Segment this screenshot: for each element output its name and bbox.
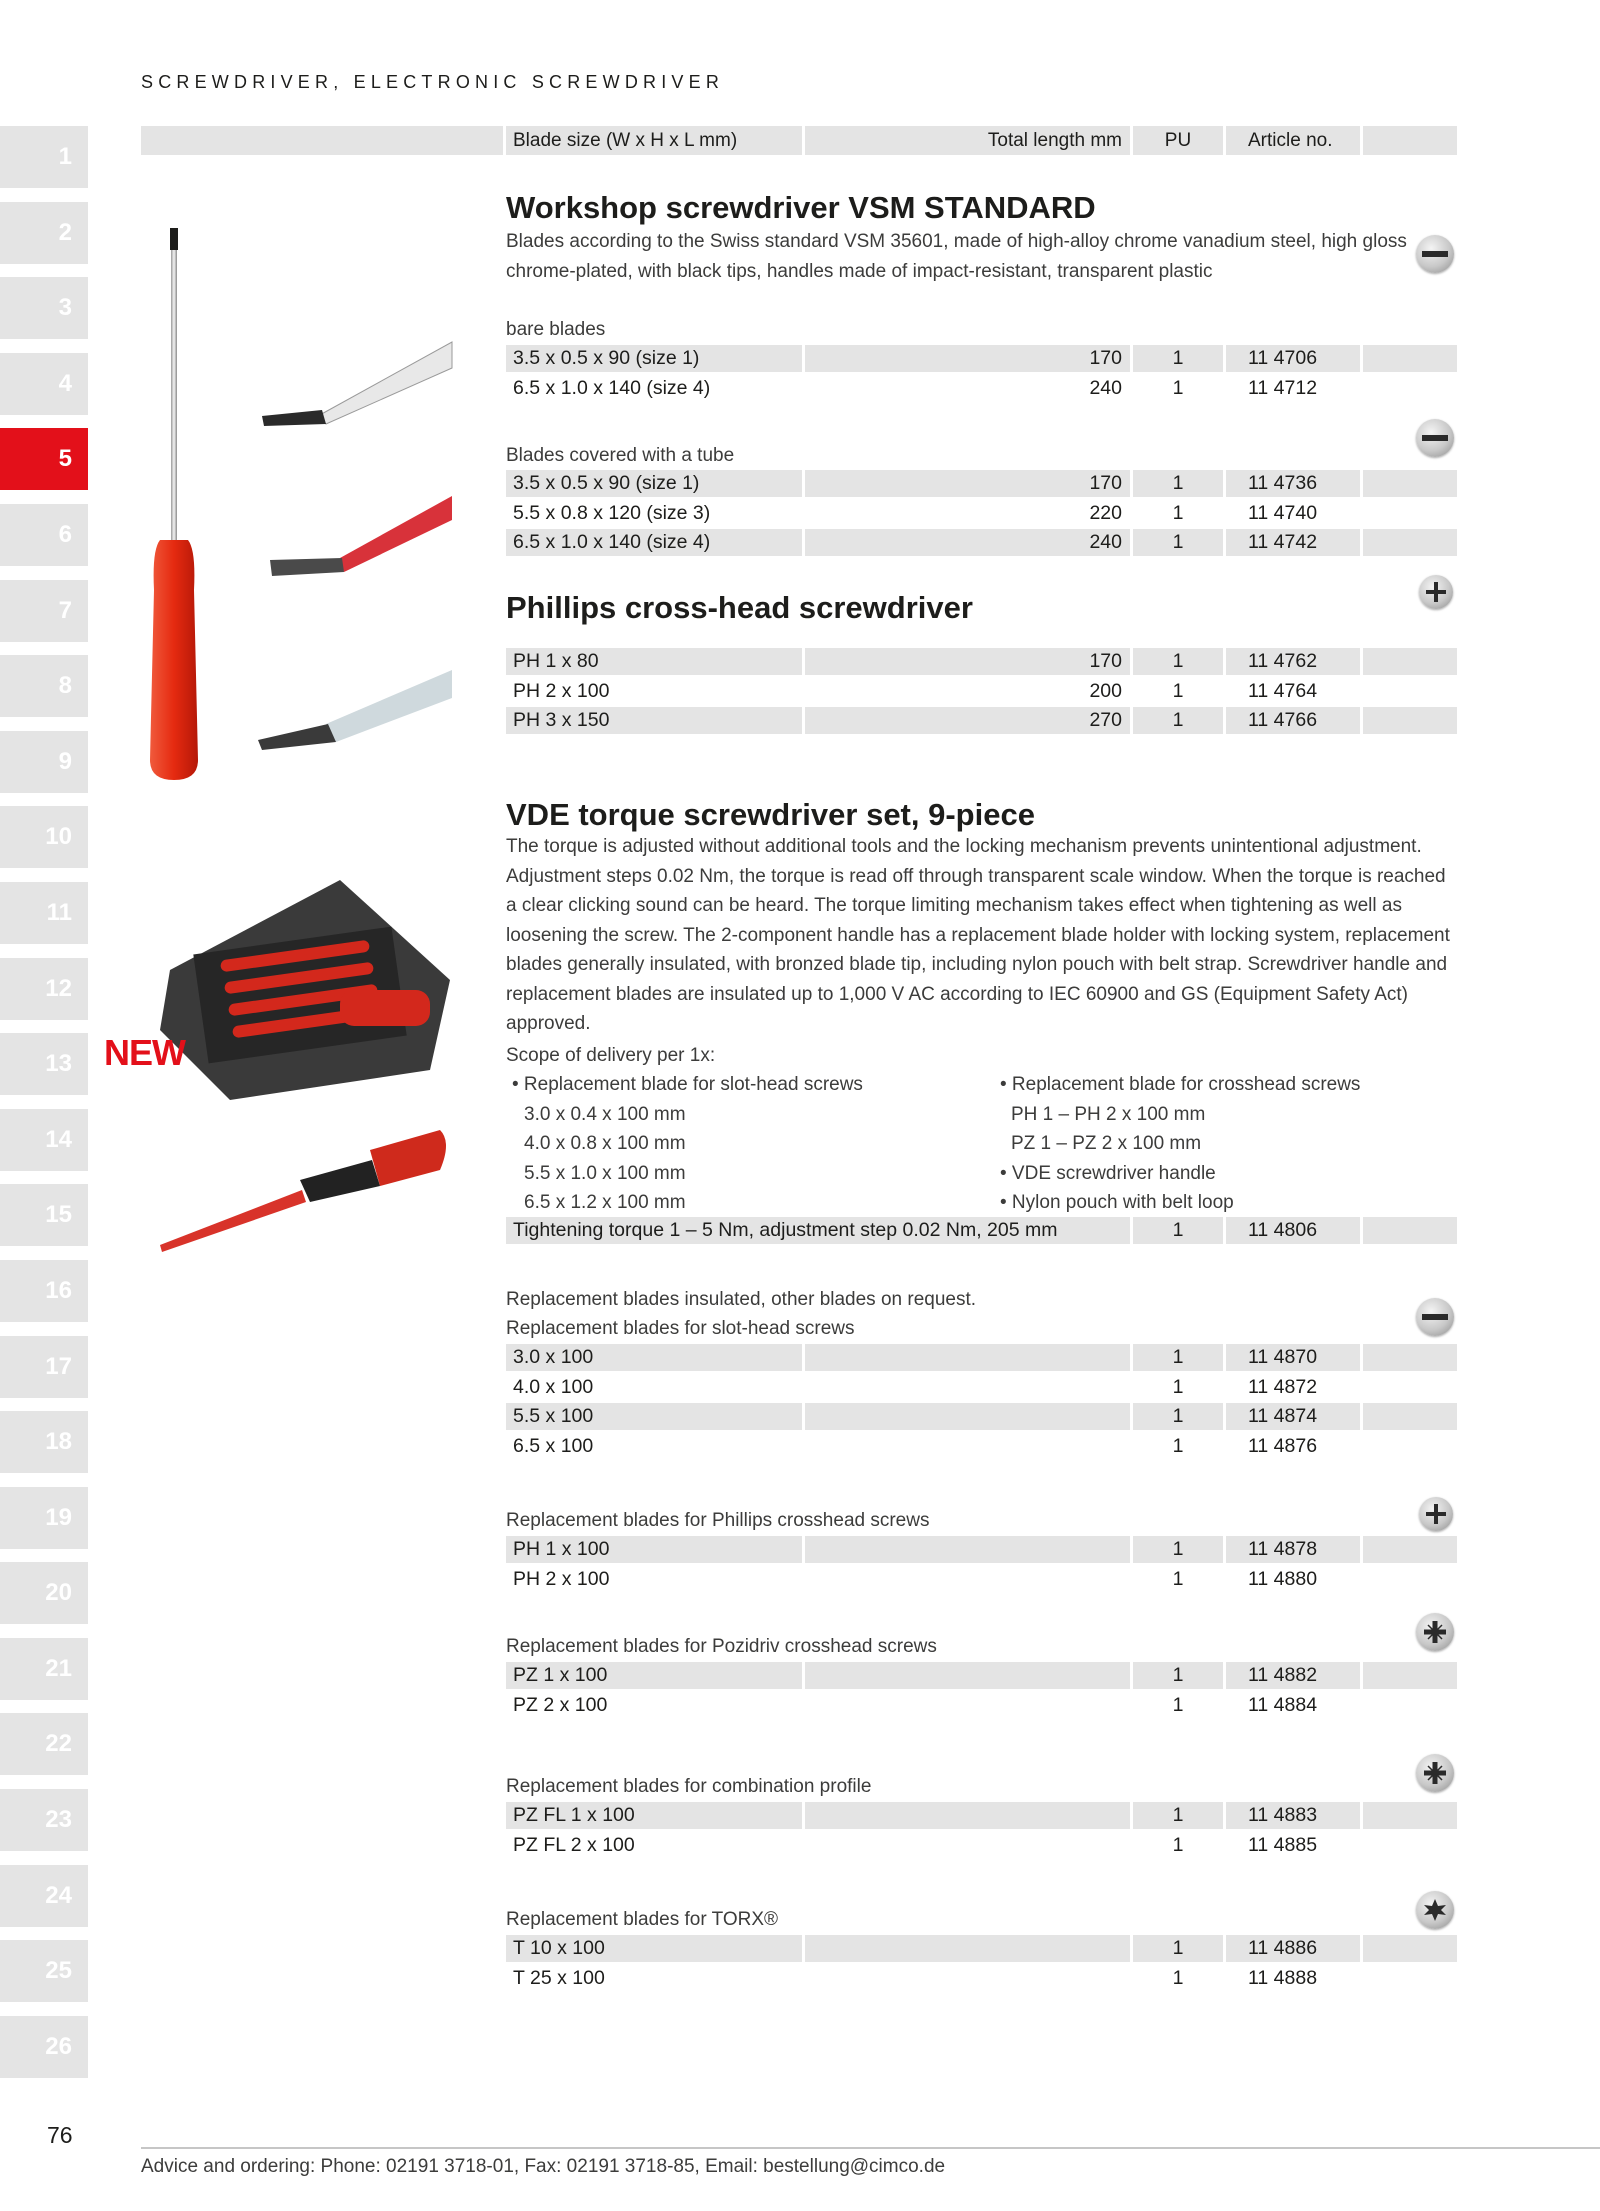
empty-cell	[805, 1374, 1130, 1401]
chapter-tab-21[interactable]: 21	[0, 1638, 88, 1700]
row-end-cell	[1363, 1935, 1457, 1962]
blade-size-cell: PZ 1 x 100	[506, 1662, 802, 1689]
row-end-cell	[1363, 1802, 1457, 1829]
replacement-torx-label: Replacement blades for TORX®	[506, 1909, 779, 1930]
vde-set-article: 11 4806	[1226, 1217, 1360, 1244]
total-length-cell: 220	[1089, 501, 1122, 524]
vsm-description: Blades according to the Swiss standard VSM 35601, made of high-alloy chrome vanadium steel, high gloss chrome-plated, with black tips, handles made of impact-resistant, transparent plastic	[506, 231, 1407, 282]
pu-cell: 1	[1133, 1662, 1223, 1689]
replacement-note: Replacement blades insulated, other blades on request.	[506, 1289, 977, 1310]
chapter-tab-25[interactable]: 25	[0, 1940, 88, 2002]
column-header-spacer	[141, 126, 503, 155]
phillips-screw-icon	[1419, 1497, 1453, 1531]
chapter-tab-11[interactable]: 11	[0, 882, 88, 944]
article-number-cell: 11 4884	[1248, 1693, 1318, 1716]
empty-cell	[805, 1832, 1130, 1859]
blade-size-cell: 3.5 x 0.5 x 90 (size 1)	[506, 470, 802, 497]
blade-size-cell: 3.0 x 100	[506, 1344, 802, 1371]
table-row	[506, 500, 1457, 527]
chapter-tab-7[interactable]: 7	[0, 580, 88, 642]
page-header-title: SCREWDRIVER, ELECTRONIC SCREWDRIVER	[141, 72, 725, 92]
total-length-cell: 200	[1089, 679, 1122, 702]
article-number-cell: 11 4880	[1248, 1567, 1318, 1590]
chapter-tab-12[interactable]: 12	[0, 958, 88, 1020]
slot-screw-icon	[1416, 235, 1454, 273]
torx-screw-icon	[1416, 1891, 1454, 1929]
chapter-tab-2[interactable]: 2	[0, 202, 88, 264]
chapter-tab-6[interactable]: 6	[0, 504, 88, 566]
row-end-cell	[1363, 1662, 1457, 1689]
pu-cell: 1	[1133, 1536, 1223, 1563]
article-number-cell: 11 4874	[1226, 1403, 1360, 1430]
chapter-tabs	[0, 126, 88, 2091]
pu-cell: 1	[1172, 1375, 1184, 1398]
row-end-cell	[1363, 707, 1457, 734]
empty-cell	[805, 1802, 1130, 1829]
empty-cell	[805, 1403, 1130, 1430]
blade-size-cell: PH 1 x 80	[506, 648, 802, 675]
row-end-cell	[1363, 1217, 1457, 1244]
row-end-cell	[1363, 529, 1457, 556]
page-number: 76	[47, 2122, 73, 2148]
chapter-tab-4[interactable]: 4	[0, 353, 88, 415]
combination-screw-icon	[1416, 1754, 1454, 1792]
pu-cell: 1	[1172, 679, 1184, 702]
blade-size-cell: PH 2 x 100	[513, 1567, 610, 1590]
table-row	[506, 1566, 1457, 1593]
table-row	[506, 1832, 1457, 1859]
row-end-cell	[1363, 470, 1457, 497]
row-end-cell	[1363, 1433, 1457, 1460]
table-row	[506, 678, 1457, 705]
chapter-tab-8[interactable]: 8	[0, 655, 88, 717]
chapter-tab-9[interactable]: 9	[0, 731, 88, 793]
article-number-cell: 11 4882	[1226, 1662, 1360, 1689]
scope-item: 4.0 x 0.8 x 100 mm	[524, 1133, 686, 1154]
row-end-cell	[1363, 678, 1457, 705]
replacement-combination-label: Replacement blades for combination profile	[506, 1776, 872, 1797]
pu-cell: 1	[1172, 1434, 1184, 1457]
pu-cell: 1	[1133, 648, 1223, 675]
column-header-row	[141, 126, 1457, 155]
slot-screw-icon	[1416, 1298, 1454, 1336]
pu-cell: 1	[1172, 501, 1184, 524]
pu-cell: 1	[1133, 529, 1223, 556]
article-number-cell: 11 4872	[1248, 1375, 1318, 1398]
column-header-pu: PU	[1133, 126, 1223, 155]
row-end-cell	[1363, 1692, 1457, 1719]
row-end-cell	[1363, 1374, 1457, 1401]
scope-item: PH 1 – PH 2 x 100 mm	[1011, 1103, 1206, 1125]
chapter-tab-19[interactable]: 19	[0, 1487, 88, 1549]
replacement-phillips-label: Replacement blades for Phillips crosshead screws	[506, 1510, 930, 1531]
scope-item: • Replacement blade for crosshead screws	[1000, 1074, 1361, 1095]
table-row	[506, 470, 1457, 497]
blade-size-cell: PZ FL 2 x 100	[513, 1833, 635, 1856]
table-row	[506, 1935, 1457, 1962]
chapter-tab-13[interactable]: 13	[0, 1033, 88, 1095]
chapter-tab-5[interactable]: 5	[0, 428, 88, 490]
table-row	[506, 1965, 1457, 1992]
empty-cell	[805, 1662, 1130, 1689]
vde-set-image	[140, 880, 460, 1260]
chapter-tab-22[interactable]: 22	[0, 1713, 88, 1775]
blade-size-cell: 4.0 x 100	[513, 1375, 594, 1398]
row-end-cell	[1363, 648, 1457, 675]
row-end-cell	[1363, 1344, 1457, 1371]
blade-size-cell: PH 2 x 100	[513, 679, 610, 702]
article-number-cell: 11 4870	[1226, 1344, 1360, 1371]
blade-size-cell: 6.5 x 1.0 x 140 (size 4)	[506, 529, 802, 556]
vde-set-description: Tightening torque 1 – 5 Nm, adjustment step 0.02 Nm, 205 mm	[506, 1217, 1130, 1244]
table-row	[506, 1662, 1457, 1689]
article-number-cell: 11 4736	[1226, 470, 1360, 497]
total-length-cell: 170	[805, 648, 1130, 675]
total-length-cell: 170	[805, 470, 1130, 497]
vde-set-row	[506, 1217, 1457, 1244]
row-end-cell	[1363, 375, 1457, 402]
chapter-tab-20[interactable]: 20	[0, 1562, 88, 1624]
row-end-cell	[1363, 1965, 1457, 1992]
empty-cell	[805, 1566, 1130, 1593]
scope-item: • VDE screwdriver handle	[1000, 1162, 1216, 1184]
pu-cell: 1	[1133, 345, 1223, 372]
pu-cell: 1	[1172, 1693, 1184, 1716]
article-number-cell: 11 4888	[1248, 1966, 1318, 1989]
article-number-cell: 11 4706	[1226, 345, 1360, 372]
column-header-blade: Blade size (W x H x L mm)	[506, 126, 802, 155]
vsm-screwdriver-image	[130, 220, 480, 790]
total-length-cell: 240	[805, 529, 1130, 556]
chapter-tab-18[interactable]: 18	[0, 1411, 88, 1473]
article-number-cell: 11 4740	[1248, 501, 1318, 524]
article-number-cell: 11 4766	[1226, 707, 1360, 734]
row-end-cell	[1363, 1403, 1457, 1430]
blade-size-cell: 6.5 x 100	[513, 1434, 594, 1457]
phillips-screw-icon	[1419, 575, 1453, 609]
table-row	[506, 529, 1457, 556]
table-row	[506, 345, 1457, 372]
empty-cell	[805, 1536, 1130, 1563]
vde-set-pu: 1	[1133, 1217, 1223, 1244]
article-number-cell: 11 4742	[1226, 529, 1360, 556]
article-number-cell: 11 4878	[1226, 1536, 1360, 1563]
scope-item: • Nylon pouch with belt loop	[1000, 1192, 1234, 1213]
vsm-title: Workshop screwdriver VSM STANDARD	[506, 190, 1096, 225]
article-number-cell: 11 4885	[1248, 1833, 1318, 1856]
article-number-cell: 11 4886	[1226, 1935, 1360, 1962]
chapter-tab-17[interactable]: 17	[0, 1336, 88, 1398]
row-end-cell	[1363, 345, 1457, 372]
chapter-tab-10[interactable]: 10	[0, 806, 88, 868]
article-number-cell: 11 4764	[1248, 679, 1318, 702]
blade-size-cell: 5.5 x 100	[506, 1403, 802, 1430]
article-number-cell: 11 4762	[1226, 648, 1360, 675]
table-row	[506, 707, 1457, 734]
empty-cell	[805, 1692, 1130, 1719]
phillips-title: Phillips cross-head screwdriver	[506, 590, 973, 625]
table-row	[506, 1802, 1457, 1829]
slot-screw-icon	[1416, 419, 1454, 457]
replacement-pozidriv-label: Replacement blades for Pozidriv crosshead screws	[506, 1636, 937, 1657]
table-row	[506, 1374, 1457, 1401]
column-header-end	[1363, 126, 1457, 155]
pu-cell: 1	[1133, 1802, 1223, 1829]
pu-cell: 1	[1133, 470, 1223, 497]
scope-item: 5.5 x 1.0 x 100 mm	[524, 1162, 686, 1184]
footer-divider	[141, 2147, 1600, 2149]
vsm-tube-label: Blades covered with a tube	[506, 445, 735, 466]
article-number-cell: 11 4876	[1248, 1434, 1318, 1457]
blade-size-cell: T 25 x 100	[513, 1966, 605, 1989]
chapter-tab-26[interactable]: 26	[0, 2016, 88, 2078]
chapter-tab-15[interactable]: 15	[0, 1184, 88, 1246]
table-row	[506, 1433, 1457, 1460]
table-row	[506, 648, 1457, 675]
blade-size-cell: T 10 x 100	[506, 1935, 802, 1962]
pu-cell: 1	[1133, 707, 1223, 734]
chapter-tab-14[interactable]: 14	[0, 1109, 88, 1171]
new-badge: NEW	[104, 1032, 185, 1073]
blade-size-cell: 3.5 x 0.5 x 90 (size 1)	[506, 345, 802, 372]
scope-item: 6.5 x 1.2 x 100 mm	[524, 1192, 686, 1213]
row-end-cell	[1363, 500, 1457, 527]
vde-description: The torque is adjusted without additional tools and the locking mechanism prevents unintentional adjustment. Adjustment steps 0.02 Nm, the torque is read off through transparent scale window. When the torque is reached a clear clicking sound can be heard. The torque limiting mechanism takes effect when tightening as well as loosening the screw. The 2-component handle has a replacement blade holder with locking system, replacement blades generally insulated, with bronzed blade tip, including nylon pouch with belt strap. Screwdriver handle and replacement blades are insulated up to 1,000 V AC according to IEC 60900 and GS (Equipment Safety Act) approved.	[506, 836, 1450, 1034]
footer-contact: Advice and ordering: Phone: 02191 3718-01, Fax: 02191 3718-85, Email: bestellung@cimco.de	[141, 2156, 946, 2177]
article-number-cell: 11 4883	[1226, 1802, 1360, 1829]
column-header-length: Total length mm	[805, 126, 1130, 155]
chapter-tab-1[interactable]: 1	[0, 126, 88, 188]
pozidriv-screw-icon	[1416, 1613, 1454, 1651]
pu-cell: 1	[1172, 1833, 1184, 1856]
table-row	[506, 1344, 1457, 1371]
pu-cell: 1	[1172, 1966, 1184, 1989]
table-row	[506, 1692, 1457, 1719]
empty-cell	[805, 1433, 1130, 1460]
chapter-tab-16[interactable]: 16	[0, 1260, 88, 1322]
vde-title: VDE torque screwdriver set, 9-piece	[506, 797, 1035, 832]
chapter-tab-23[interactable]: 23	[0, 1789, 88, 1851]
empty-cell	[805, 1935, 1130, 1962]
replacement-slot-label: Replacement blades for slot-head screws	[506, 1318, 855, 1339]
table-row	[506, 375, 1457, 402]
vde-scope-label: Scope of delivery per 1x:	[506, 1045, 716, 1066]
pu-cell: 1	[1133, 1935, 1223, 1962]
blade-size-cell: PZ 2 x 100	[513, 1693, 608, 1716]
empty-cell	[805, 1344, 1130, 1371]
blade-size-cell: 6.5 x 1.0 x 140 (size 4)	[513, 376, 711, 399]
article-number-cell: 11 4712	[1248, 376, 1318, 399]
pu-cell: 1	[1133, 1403, 1223, 1430]
table-row	[506, 1536, 1457, 1563]
blade-size-cell: PH 3 x 150	[506, 707, 802, 734]
total-length-cell: 270	[805, 707, 1130, 734]
chapter-tab-24[interactable]: 24	[0, 1865, 88, 1927]
scope-item: PZ 1 – PZ 2 x 100 mm	[1011, 1133, 1202, 1154]
blade-size-cell: 5.5 x 0.8 x 120 (size 3)	[513, 501, 711, 524]
pu-cell: 1	[1133, 1344, 1223, 1371]
table-row	[506, 1403, 1457, 1430]
row-end-cell	[1363, 1566, 1457, 1593]
row-end-cell	[1363, 1536, 1457, 1563]
total-length-cell: 240	[1089, 376, 1122, 399]
vsm-bare-label: bare blades	[506, 319, 606, 340]
pu-cell: 1	[1172, 1567, 1184, 1590]
empty-cell	[805, 1965, 1130, 1992]
scope-item: 3.0 x 0.4 x 100 mm	[524, 1103, 686, 1125]
column-header-article: Article no.	[1226, 126, 1360, 155]
chapter-tab-3[interactable]: 3	[0, 277, 88, 339]
blade-size-cell: PH 1 x 100	[506, 1536, 802, 1563]
pu-cell: 1	[1172, 376, 1184, 399]
total-length-cell: 170	[805, 345, 1130, 372]
scope-item: • Replacement blade for slot-head screws	[512, 1074, 863, 1095]
blade-size-cell: PZ FL 1 x 100	[506, 1802, 802, 1829]
row-end-cell	[1363, 1832, 1457, 1859]
